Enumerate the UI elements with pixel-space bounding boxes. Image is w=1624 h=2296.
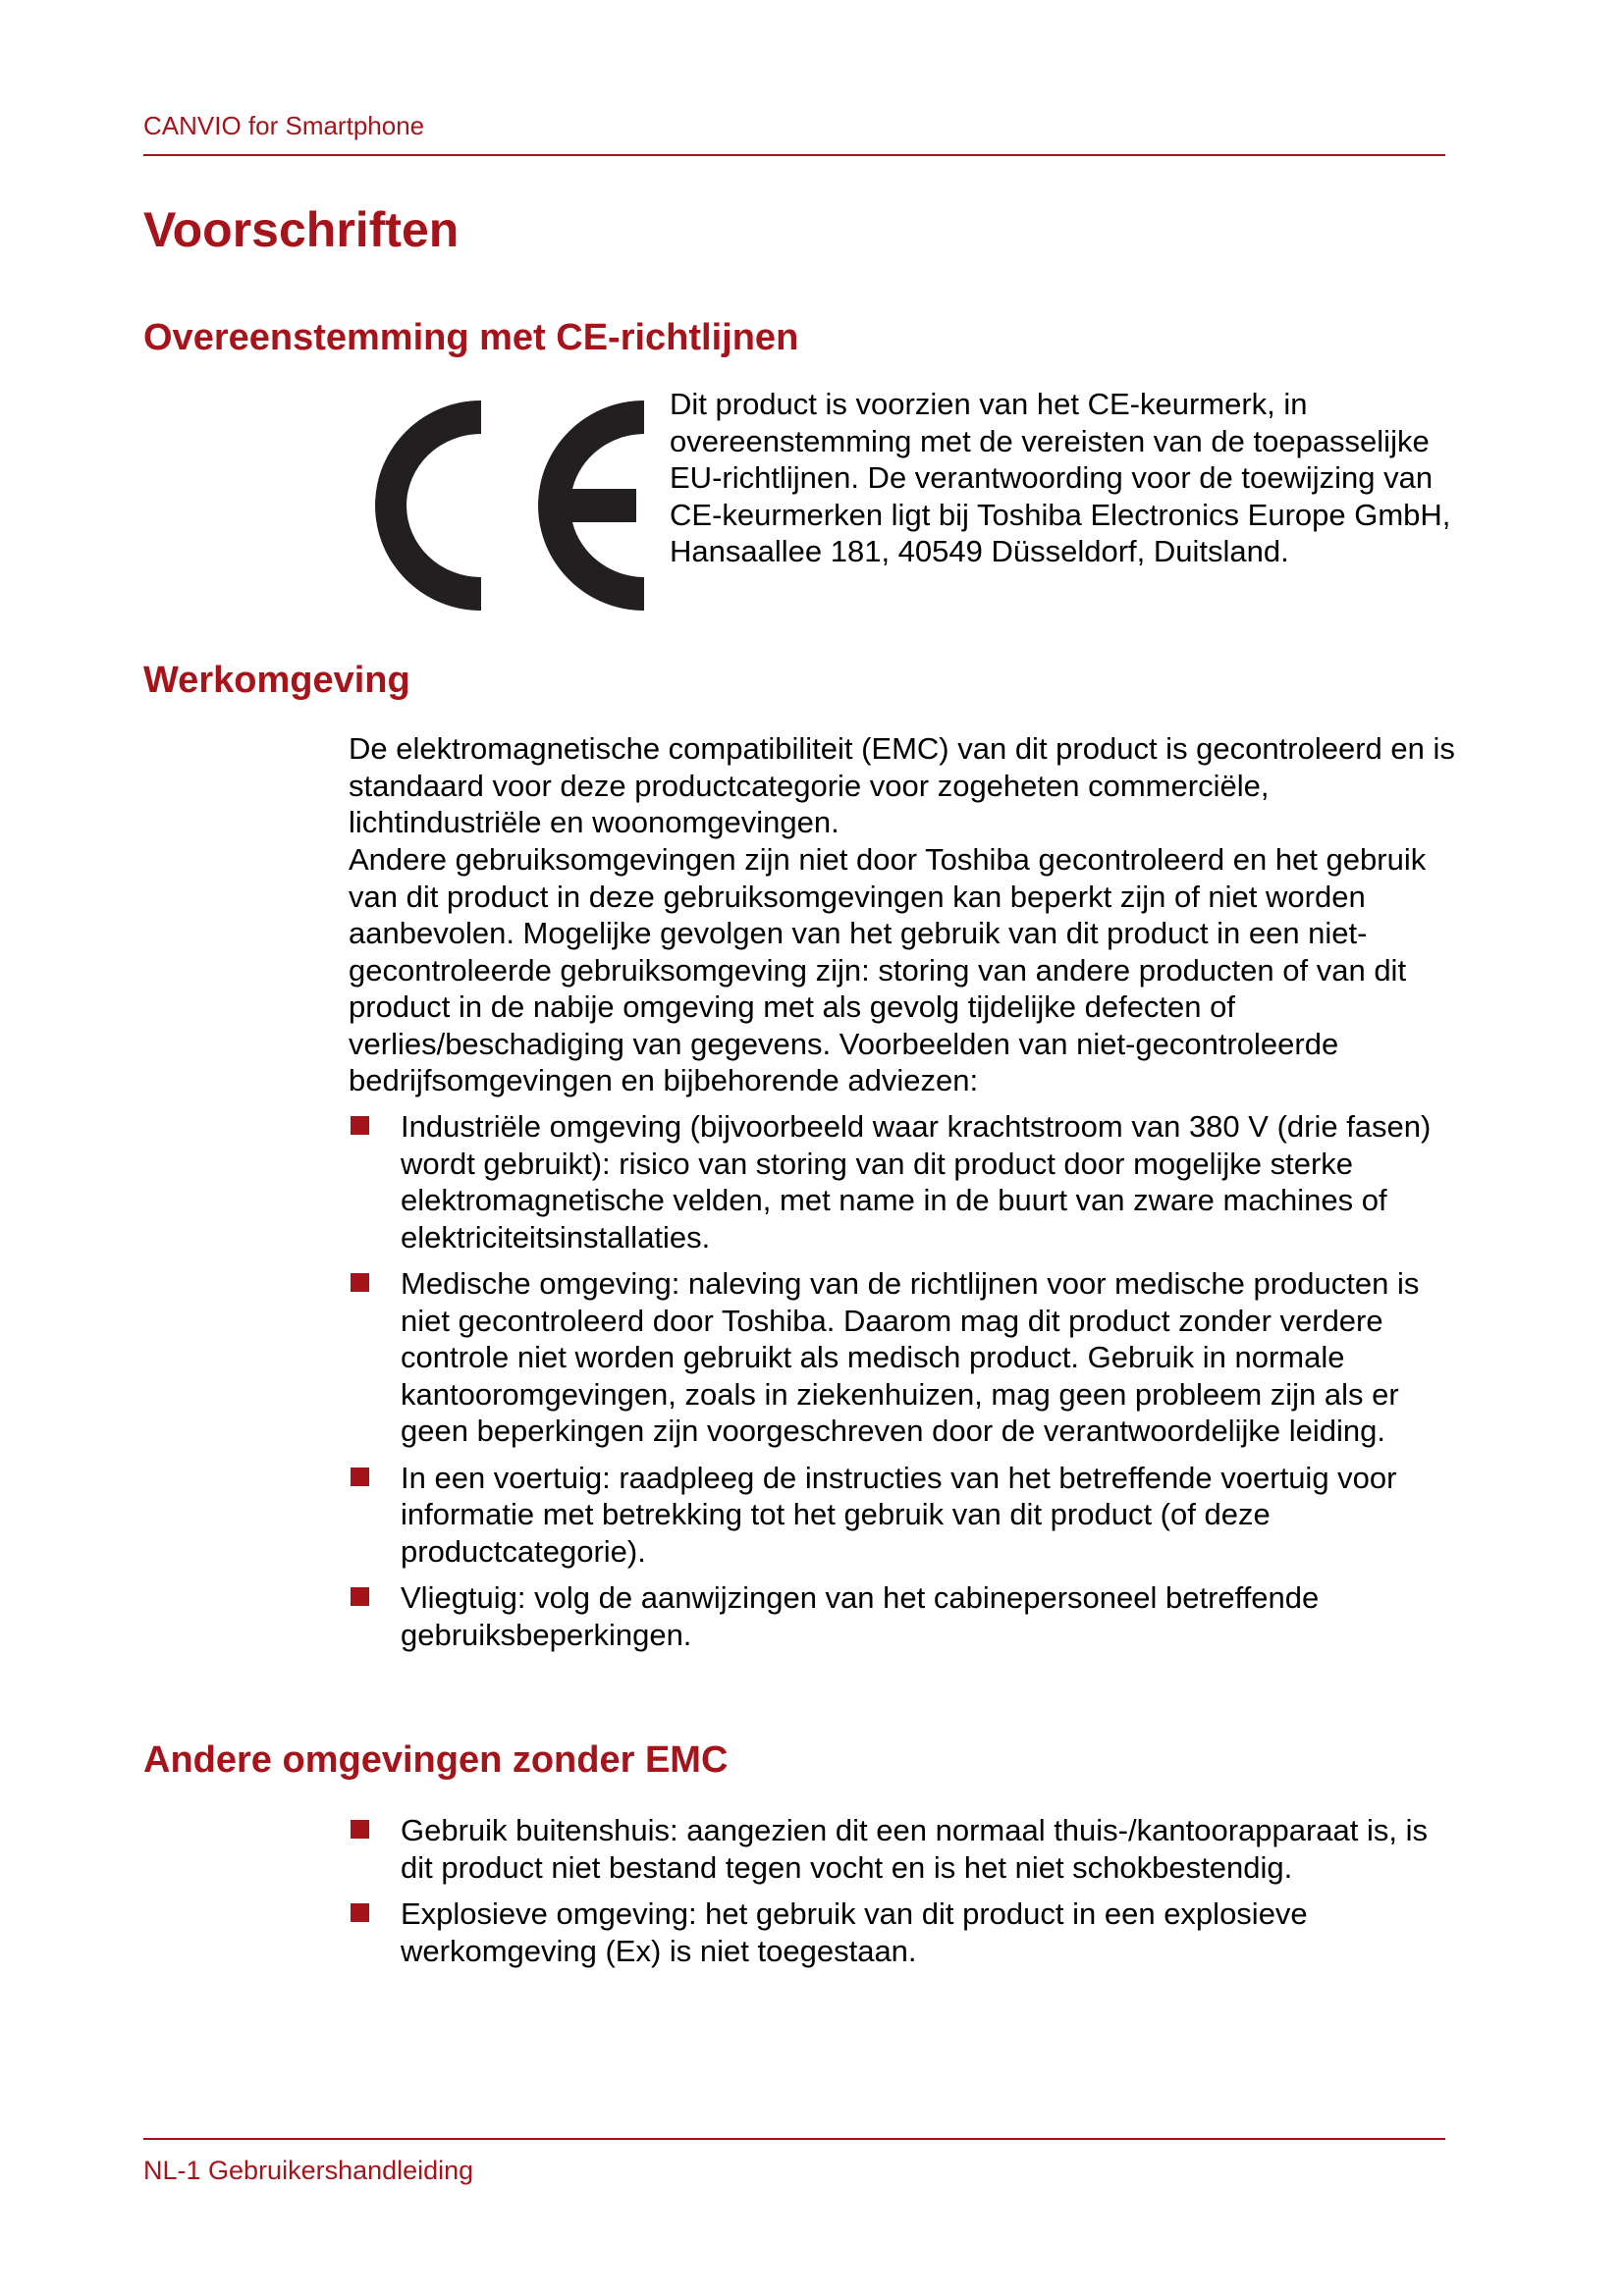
other-section-heading: Andere omgevingen zonder EMC [143, 1739, 729, 1781]
list-item-text: Medische omgeving: naleving van de richtlijnen voor medische producten is niet gecontroleerd door Toshiba. Daarom mag dit product zonder verdere controle niet worden gebruikt als medisch product. Gebruik in normale kantooromgevingen, zoals in ziekenhuizen, mag geen probleem zijn als er geen beperkingen zijn voorgeschreven door de verantwoordelijke leiding. [401, 1266, 1420, 1448]
square-bullet-icon [351, 1273, 369, 1292]
list-item-text: Gebruik buitenshuis: aangezien dit een normaal thuis-/kantoorapparaat is, is dit product niet bestand tegen vocht en is het niet schokbestendig. [401, 1813, 1429, 1885]
square-bullet-icon [351, 1903, 369, 1922]
other-bullet-list [349, 1812, 1458, 1979]
square-bullet-icon [351, 1820, 369, 1839]
list-item [349, 1108, 1458, 1255]
running-header: CANVIO for Smartphone [143, 111, 425, 140]
list-item [349, 1265, 1458, 1450]
work-section-heading: Werkomgeving [143, 660, 410, 701]
list-item [349, 1896, 1458, 1969]
emc-paragraph: De elektromagnetische compatibiliteit (EMC) van dit product is gecontroleerd en is standaard voor deze productcategorie voor zogeheten commerciële, lichtindustriële en woonomgevingen. [349, 731, 1455, 839]
page-title: Voorschriften [143, 202, 460, 257]
list-item [349, 1579, 1458, 1653]
list-item-text: Explosieve omgeving: het gebruik van dit product in een explosieve werkomgeving (Ex) is niet toegestaan. [401, 1896, 1308, 1968]
footer-divider [143, 2138, 1445, 2140]
ce-paragraph: Dit product is voorzien van het CE-keurmerk, in overeenstemming met de vereisten van de toepasselijke EU-richtlijnen. De verantwoording voor de toewijzing van CE-keurmerken ligt bij Toshiba Electronics Europe GmbH, Hansaallee 181, 40549 Düsseldorf, Duitsland. [670, 387, 1451, 568]
other-environments-paragraph: Andere gebruiksomgevingen zijn niet door Toshiba gecontroleerd en het gebruik van dit product in deze gebruiksomgevingen kan beperkt zijn of niet worden aanbevolen. Mogelijke gevolgen van het gebruik van dit product in een niet-gecontroleerde gebruiksomgeving zijn: storing van andere producten of van dit product in de nabije omgeving met als gevolg tijdelijke defecten of verlies/beschadiging van gegevens. Voorbeelden van niet-gecontroleerde bedrijfsomgevingen en bijbehorende adviezen: [349, 842, 1427, 1097]
ce-section-heading: Overeenstemming met CE-richtlijnen [143, 317, 799, 358]
square-bullet-icon [351, 1116, 369, 1135]
list-item-text: In een voertuig: raadpleeg de instructies van het betreffende voertuig voor informatie met betrekking tot het gebruik van dit product (of deze productcategorie). [401, 1460, 1397, 1569]
ce-mark-icon [353, 400, 650, 611]
list-item [349, 1812, 1458, 1886]
page-footer: NL-1 Gebruikershandleiding [143, 2156, 474, 2185]
square-bullet-icon [351, 1587, 369, 1606]
list-item-text: Industriële omgeving (bijvoorbeeld waar krachtstroom van 380 V (drie fasen) wordt gebruikt): risico van storing van dit product door mogelijke sterke elektromagnetische velden, met name in de buurt van zware machines of elektriciteitsinstallaties. [401, 1109, 1432, 1255]
list-item [349, 1460, 1458, 1571]
square-bullet-icon [351, 1468, 369, 1486]
work-bullet-list [349, 1108, 1458, 1663]
header-divider [143, 154, 1445, 156]
list-item-text: Vliegtuig: volg de aanwijzingen van het cabinepersoneel betreffende gebruiksbeperkingen. [401, 1580, 1320, 1652]
